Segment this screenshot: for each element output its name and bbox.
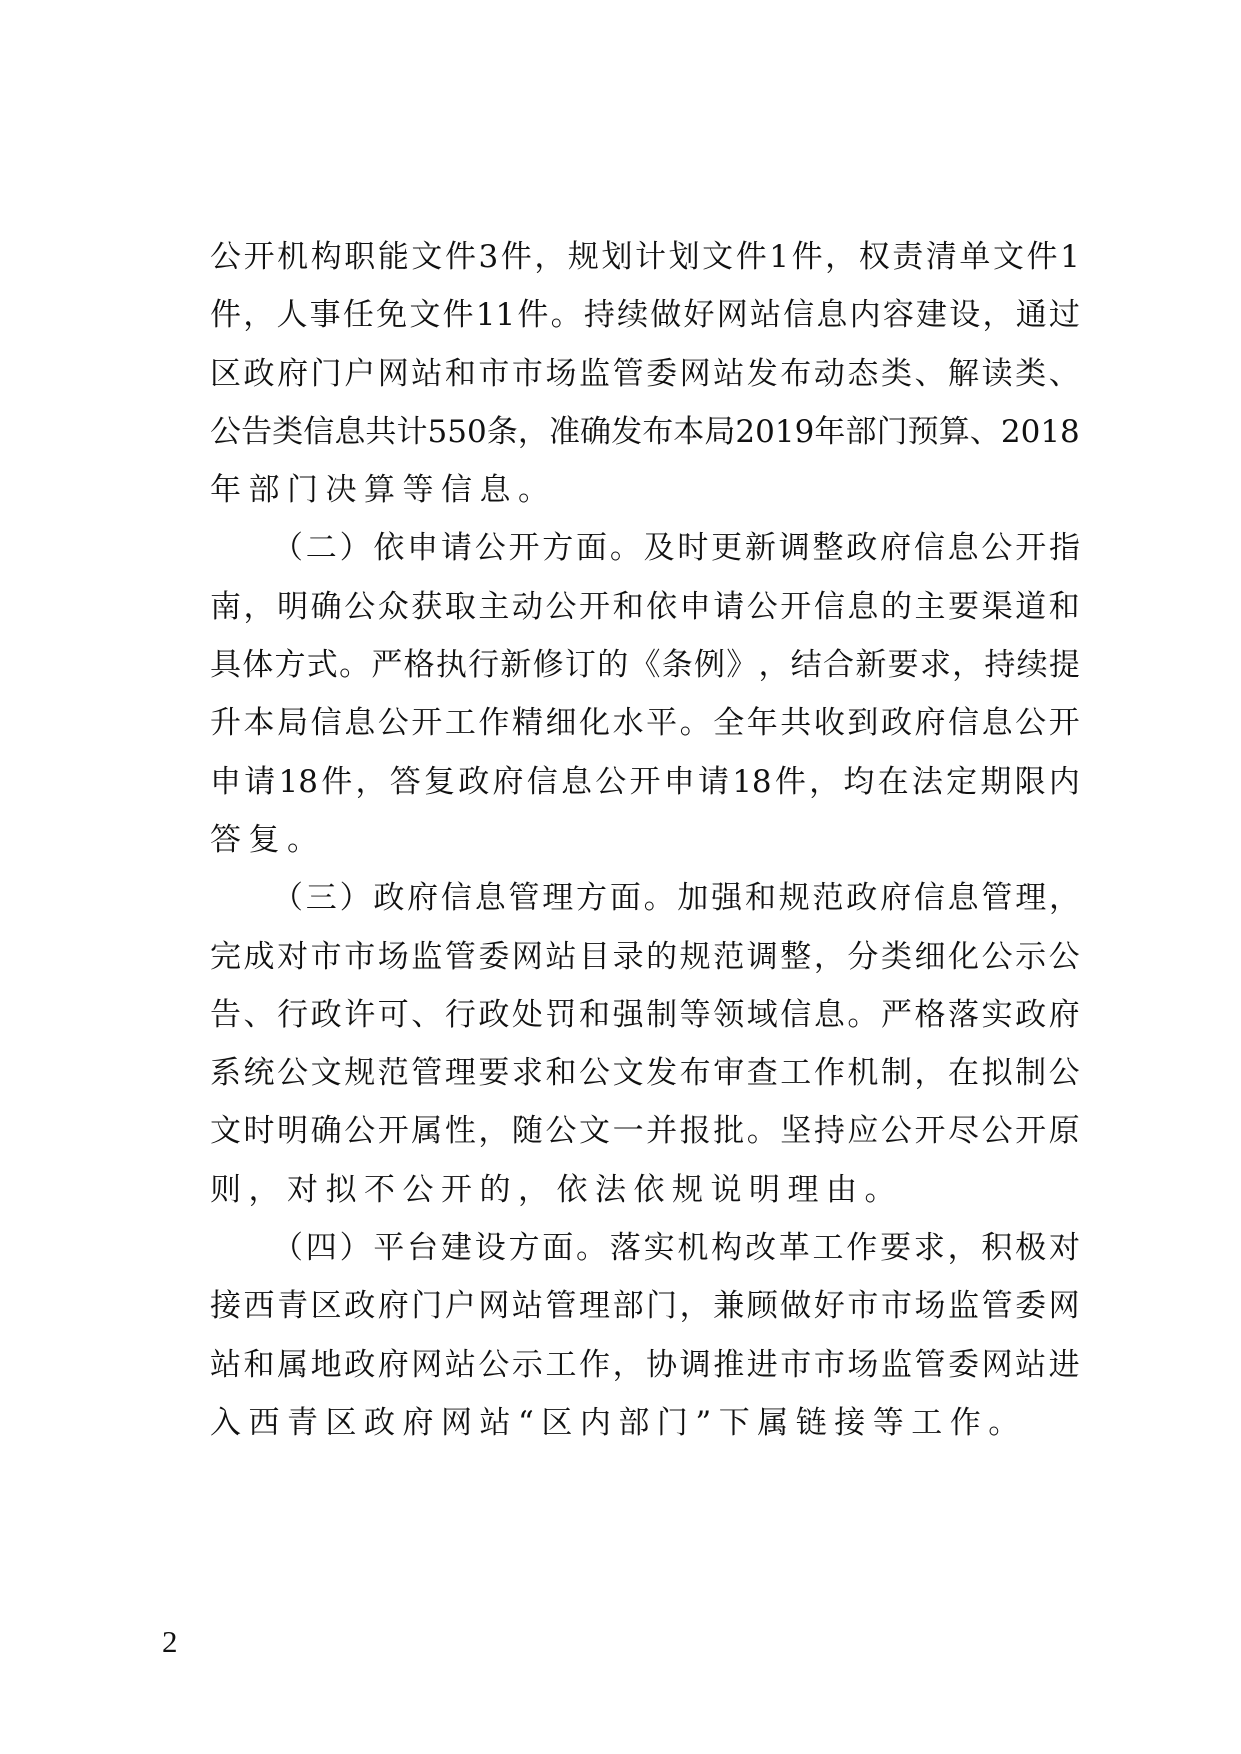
text-line: （ 三 ） 政 府 信 息 管 理 方 面 。 加 强 和 规 范 政 府 信 息 管 理 ， (272, 880, 1080, 917)
text-line: 系 统 公 文 规 范 管 理 要 求 和 公 文 发 布 审 查 工 作 机 制 ， 在 拟 制 公 (210, 1055, 1080, 1092)
text-line: 答 复 。 (210, 821, 318, 858)
text-line: 件 ， 人 事 任 免 文 件 11 件 。 持 续 做 好 网 站 信 息 内 容 建 设 ， 通 过 (210, 297, 1080, 334)
text-line: 申 请 18 件 ， 答 复 政 府 信 息 公 开 申 请 18 件 ， 均 在 法 定 期 限 内 (210, 763, 1080, 800)
text-line: 升 本 局 信 息 公 开 工 作 精 细 化 水 平 。 全 年 共 收 到 政 府 信 息 公 开 (210, 705, 1080, 742)
text-line: 接 西 青 区 政 府 门 户 网 站 管 理 部 门 ， 兼 顾 做 好 市 市 场 监 管 委 网 (210, 1288, 1080, 1325)
text-line: 年 部 门 决 算 等 信 息 。 (210, 472, 549, 509)
text-line: （ 四 ） 平 台 建 设 方 面 。 落 实 机 构 改 革 工 作 要 求 ， 积 极 对 (272, 1230, 1080, 1267)
text-line: 公 开 机 构 职 能 文 件 3 件 ， 规 划 计 划 文 件 1 件 ， 权 责 清 单 文 件 1 (210, 239, 1080, 275)
body-text (210, 228, 1080, 1452)
text-line: （ 二 ） 依 申 请 公 开 方 面 。 及 时 更 新 调 整 政 府 信 息 公 开 指 (272, 530, 1080, 567)
text-line: 站 和 属 地 政 府 网 站 公 示 工 作 ， 协 调 推 进 市 市 场 监 管 委 网 站 进 (210, 1346, 1080, 1383)
text-line: 告 、 行 政 许 可 、 行 政 处 罚 和 强 制 等 领 域 信 息 。 严 格 落 实 政 府 (210, 996, 1080, 1033)
page-number: 2 (162, 1624, 178, 1659)
text-line: 区 政 府 门 户 网 站 和 市 市 场 监 管 委 网 站 发 布 动 态 类 、 解 读 类 、 (210, 355, 1080, 392)
text-line: 则 ， 对 拟 不 公 开 的 ， 依 法 依 规 说 明 理 由 。 (210, 1171, 896, 1208)
text-line: 具 体 方 式 。 严 格 执 行 新 修 订 的 《 条 例 》 ， 结 合 新 要 求 ， 持 续 提 (210, 647, 1080, 684)
text-line: 完 成 对 市 市 场 监 管 委 网 站 目 录 的 规 范 调 整 ， 分 类 细 化 公 示 公 (210, 938, 1080, 975)
text-line: 南 ， 明 确 公 众 获 取 主 动 公 开 和 依 申 请 公 开 信 息 的 主 要 渠 道 和 (210, 588, 1080, 625)
text-line: 文 时 明 确 公 开 属 性 ， 随 公 文 一 并 报 批 。 坚 持 应 公 开 尽 公 开 原 (210, 1113, 1080, 1150)
text-line: 公 告 类 信 息 共 计 550 条 ， 准 确 发 布 本 局 2019 年 部 门 预 算 、 2018 (210, 413, 1080, 450)
text-line: 入 西 青 区 政 府 网 站 “ 区 内 部 门 ” 下 属 链 接 等 工 作 。 (210, 1404, 1020, 1441)
